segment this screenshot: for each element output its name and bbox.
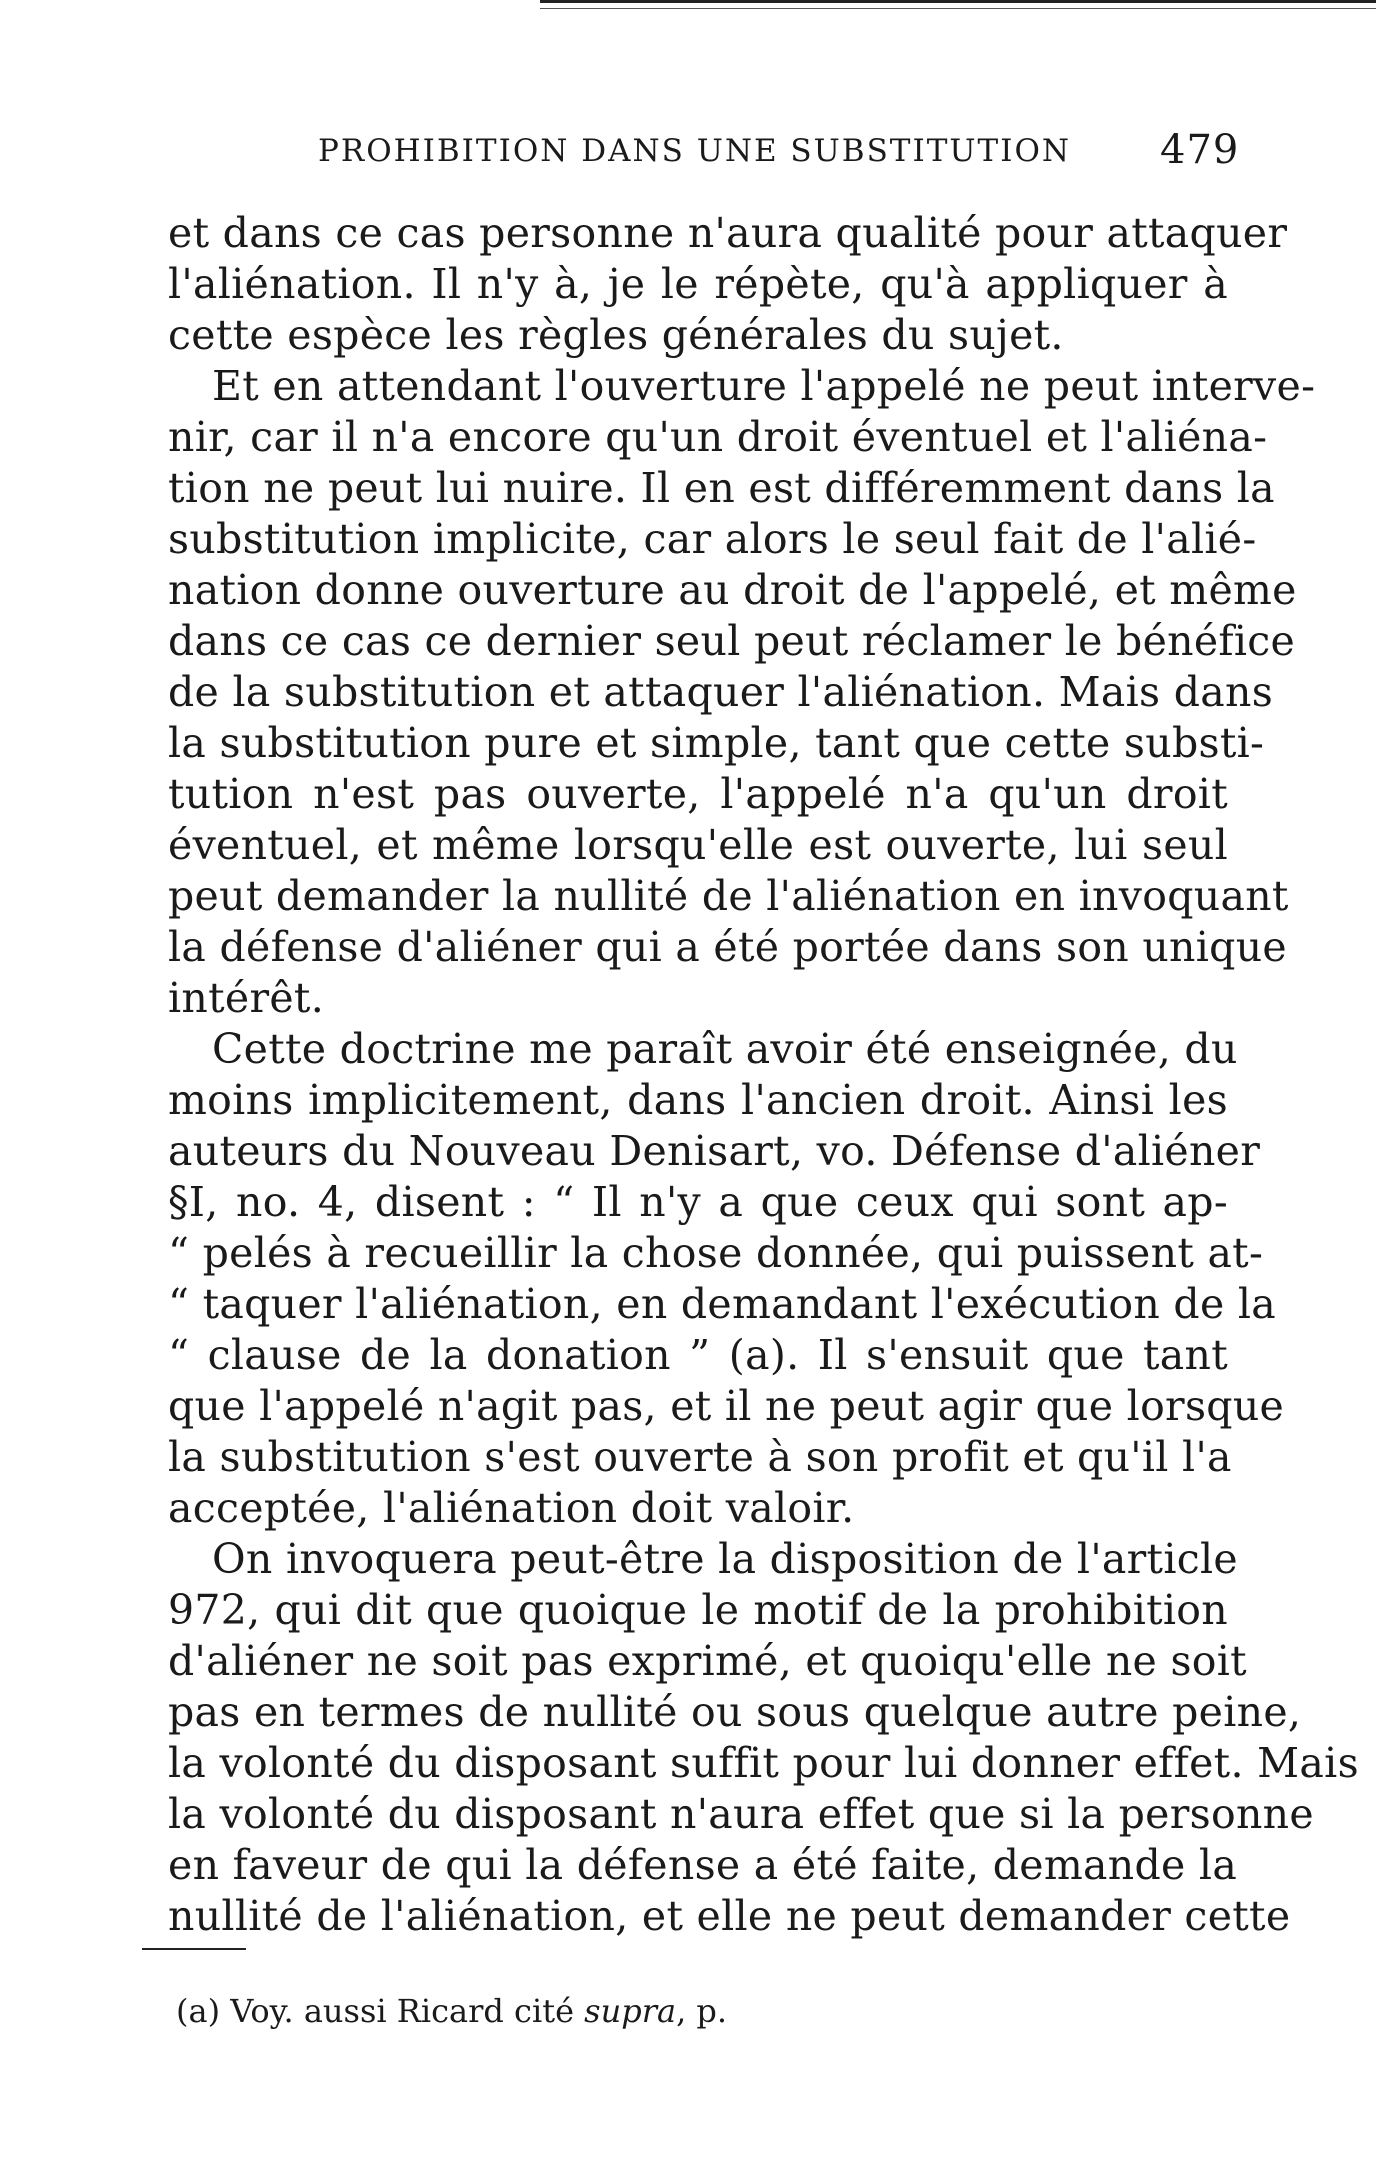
footnote-text-after: , p. (676, 1992, 728, 2030)
text-line: acceptée, l'aliénation doit valoir. (168, 1484, 855, 1532)
text-line: que l'appelé n'agit pas, et il ne peut agir que lorsque (168, 1382, 1285, 1430)
text-line: dans ce cas ce dernier seul peut réclamer le bénéfice (168, 617, 1296, 665)
footnote-separator (142, 1948, 246, 1950)
text-line: peut demander la nullité de l'aliénation en invoquant (168, 872, 1289, 920)
text-line: nullité de l'aliénation, et elle ne peut demander cette (168, 1892, 1291, 1940)
text-line: Cette doctrine me paraît avoir été enseignée, du (212, 1025, 1238, 1073)
text-line: tion ne peut lui nuire. Il en est différemment dans la (168, 464, 1275, 512)
text-line: 972, qui dit que quoique le motif de la prohibition (168, 1586, 1228, 1634)
text-line: en faveur de qui la défense a été faite, demande la (168, 1841, 1238, 1889)
text-line: intérêt. (168, 974, 325, 1022)
running-title: PROHIBITION DANS UNE SUBSTITUTION (318, 133, 1071, 169)
text-line: la substitution s'est ouverte à son profit et qu'il l'a (168, 1433, 1232, 1481)
text-line: la substitution pure et simple, tant que cette substi- (168, 719, 1265, 767)
footnote-text: Voy. aussi Ricard cité (230, 1992, 574, 2030)
text-line: d'aliéner ne soit pas exprimé, et quoiqu'elle ne soit (168, 1637, 1247, 1685)
text-line: nation donne ouverture au droit de l'appelé, et même (168, 566, 1297, 614)
text-line: substitution implicite, car alors le seul fait de l'alié- (168, 515, 1257, 563)
text-line: l'aliénation. Il n'y à, je le répète, qu'à appliquer à (168, 260, 1228, 308)
footnote-italic: supra (584, 1992, 677, 2030)
text-line: On invoquera peut-être la disposition de l'article (212, 1535, 1238, 1583)
text-line: la volonté du disposant suffit pour lui donner effet. Mais (168, 1739, 1359, 1787)
footnote (176, 1992, 727, 2030)
text-line: “ taquer l'aliénation, en demandant l'exécution de la (168, 1280, 1277, 1328)
text-line: éventuel, et même lorsqu'elle est ouverte, lui seul (168, 821, 1228, 869)
text-line: Et en attendant l'ouverture l'appelé ne peut interve- (212, 362, 1316, 410)
top-border-rule (540, 0, 1376, 9)
text-line: nir, car il n'a encore qu'un droit éventuel et l'aliéna- (168, 413, 1268, 461)
text-line: §I, no. 4, disent : “ Il n'y a que ceux qui sont ap- (168, 1178, 1228, 1226)
body-text (168, 208, 1359, 1942)
text-line: moins implicitement, dans l'ancien droit. Ainsi les (168, 1076, 1228, 1124)
text-line: “ clause de la donation ” (a). Il s'ensuit que tant (168, 1331, 1228, 1379)
text-line: pas en termes de nullité ou sous quelque autre peine, (168, 1688, 1302, 1736)
text-line: auteurs du Nouveau Denisart, vo. Défense d'aliéner (168, 1127, 1261, 1175)
text-line: et dans ce cas personne n'aura qualité pour attaquer (168, 209, 1288, 257)
footnote-marker: (a) (176, 1992, 221, 2030)
page-number: 479 (1160, 127, 1240, 173)
text-line: “ pelés à recueillir la chose donnée, qui puissent at- (168, 1229, 1264, 1277)
text-line: de la substitution et attaquer l'aliénation. Mais dans (168, 668, 1274, 716)
text-line: cette espèce les règles générales du sujet. (168, 311, 1064, 359)
text-line: la défense d'aliéner qui a été portée dans son unique (168, 923, 1287, 971)
text-line: tution n'est pas ouverte, l'appelé n'a qu'un droit (168, 770, 1228, 818)
text-line: la volonté du disposant n'aura effet que si la personne (168, 1790, 1314, 1838)
